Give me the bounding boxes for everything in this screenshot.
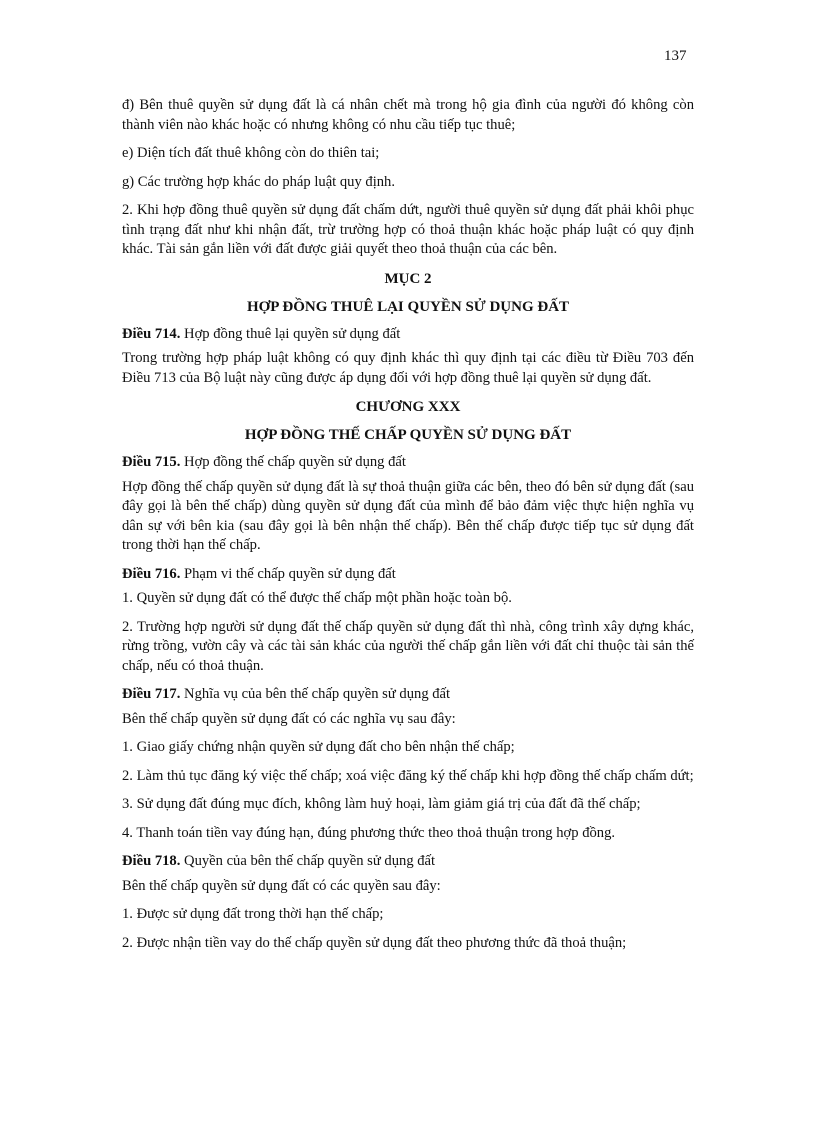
paragraph: Trong trường hợp pháp luật không có quy định khác thì quy định tại các điều từ Điều 703 đến Điều 713 của Bộ luật này cũng được áp dụng đối với hợp đồng thuê lại quyền sử dụng đất. xyxy=(122,350,694,386)
paragraph: 4. Thanh toán tiền vay đúng hạn, đúng phương thức theo thoả thuận trong hợp đồng. xyxy=(122,824,616,841)
paragraph: g) Các trường hợp khác do pháp luật quy định. xyxy=(122,173,396,190)
article-heading xyxy=(122,685,694,705)
article-title: Hợp đồng thuê lại quyền sử dụng đất xyxy=(180,325,401,342)
paragraph: 1. Giao giấy chứng nhận quyền sử dụng đất cho bên nhận thế chấp; xyxy=(122,739,515,755)
paragraph: Bên thế chấp quyền sử dụng đất có các quyền sau đây: xyxy=(122,877,441,894)
article-heading xyxy=(122,325,694,345)
paragraph: Bên thế chấp quyền sử dụng đất có các nghĩa vụ sau đây: xyxy=(122,710,456,727)
article-heading xyxy=(122,852,694,872)
article-number: Điều 718. xyxy=(122,853,181,869)
section-title: HỢP ĐỒNG THUÊ LẠI QUYỀN SỬ DỤNG ĐẤT xyxy=(246,298,570,315)
section-heading: CHƯƠNG XXX xyxy=(355,399,461,415)
paragraph: Hợp đồng thế chấp quyền sử dụng đất là sự thoả thuận giữa các bên, theo đó bên sử dụng đất (sau đây gọi là bên thế chấp) dùng quyền sử dụng đất của mình để bảo đảm việc thực hiện nghĩa vụ dân sự với bên kia (sau đây gọi là bên nhận thế chấp). Bên thế chấp được tiếp tục sử dụng đất trong thời hạn thế chấp. xyxy=(122,478,694,553)
paragraph: e) Diện tích đất thuê không còn do thiên tai; xyxy=(122,145,380,161)
paragraph: đ) Bên thuê quyền sử dụng đất là cá nhân chết mà trong hộ gia đình của người đó không còn thành viên nào khác hoặc có nhưng không có nhu cầu tiếp tục thuê; xyxy=(122,97,694,133)
paragraph: 2. Làm thủ tục đăng ký việc thế chấp; xoá việc đăng ký thế chấp khi hợp đồng thế chấp chấm dứt; xyxy=(122,767,694,784)
paragraph: 1. Được sử dụng đất trong thời hạn thế chấp; xyxy=(122,906,384,922)
article-number: Điều 716. xyxy=(122,565,181,582)
section-heading: MỤC 2 xyxy=(384,270,432,287)
page-number: 137 xyxy=(664,48,687,64)
article-title: Hợp đồng thế chấp quyền sử dụng đất xyxy=(180,454,406,470)
document-body xyxy=(122,96,694,962)
paragraph: 3. Sử dụng đất đúng mục đích, không làm huỷ hoại, làm giảm giá trị của đất đã thế chấp; xyxy=(122,796,641,812)
paragraph: 2. Khi hợp đồng thuê quyền sử dụng đất chấm dứt, người thuê quyền sử dụng đất phải khôi phục tình trạng đất như khi nhận đất, trừ trường hợp có thoả thuận khác hoặc pháp luật có quy định khác. Tài sản gắn liền với đất được giải quyết theo thoả thuận của các bên. xyxy=(122,202,694,257)
article-number: Điều 717. xyxy=(122,686,181,702)
paragraph: 2. Trường hợp người sử dụng đất thế chấp quyền sử dụng đất thì nhà, công trình xây dựng khác, rừng trồng, vườn cây và các tài sản khác của người thế chấp gắn liền với đất chỉ thuộc tài sản thế chấp, nếu có thoả thuận. xyxy=(122,618,694,674)
article-heading xyxy=(122,453,694,473)
paragraph: 1. Quyền sử dụng đất có thể được thế chấp một phần hoặc toàn bộ. xyxy=(122,590,512,606)
article-number: Điều 714. xyxy=(122,325,181,342)
section-title: HỢP ĐỒNG THẾ CHẤP QUYỀN SỬ DỤNG ĐẤT xyxy=(244,427,572,443)
article-title: Quyền của bên thế chấp quyền sử dụng đất xyxy=(180,853,436,869)
paragraph: 2. Được nhận tiền vay do thế chấp quyền sử dụng đất theo phương thức đã thoả thuận; xyxy=(122,934,627,951)
article-number: Điều 715. xyxy=(122,454,181,470)
article-heading xyxy=(122,565,694,585)
article-title: Phạm vi thế chấp quyền sử dụng đất xyxy=(180,565,396,582)
article-title: Nghĩa vụ của bên thế chấp quyền sử dụng đất xyxy=(180,686,451,702)
